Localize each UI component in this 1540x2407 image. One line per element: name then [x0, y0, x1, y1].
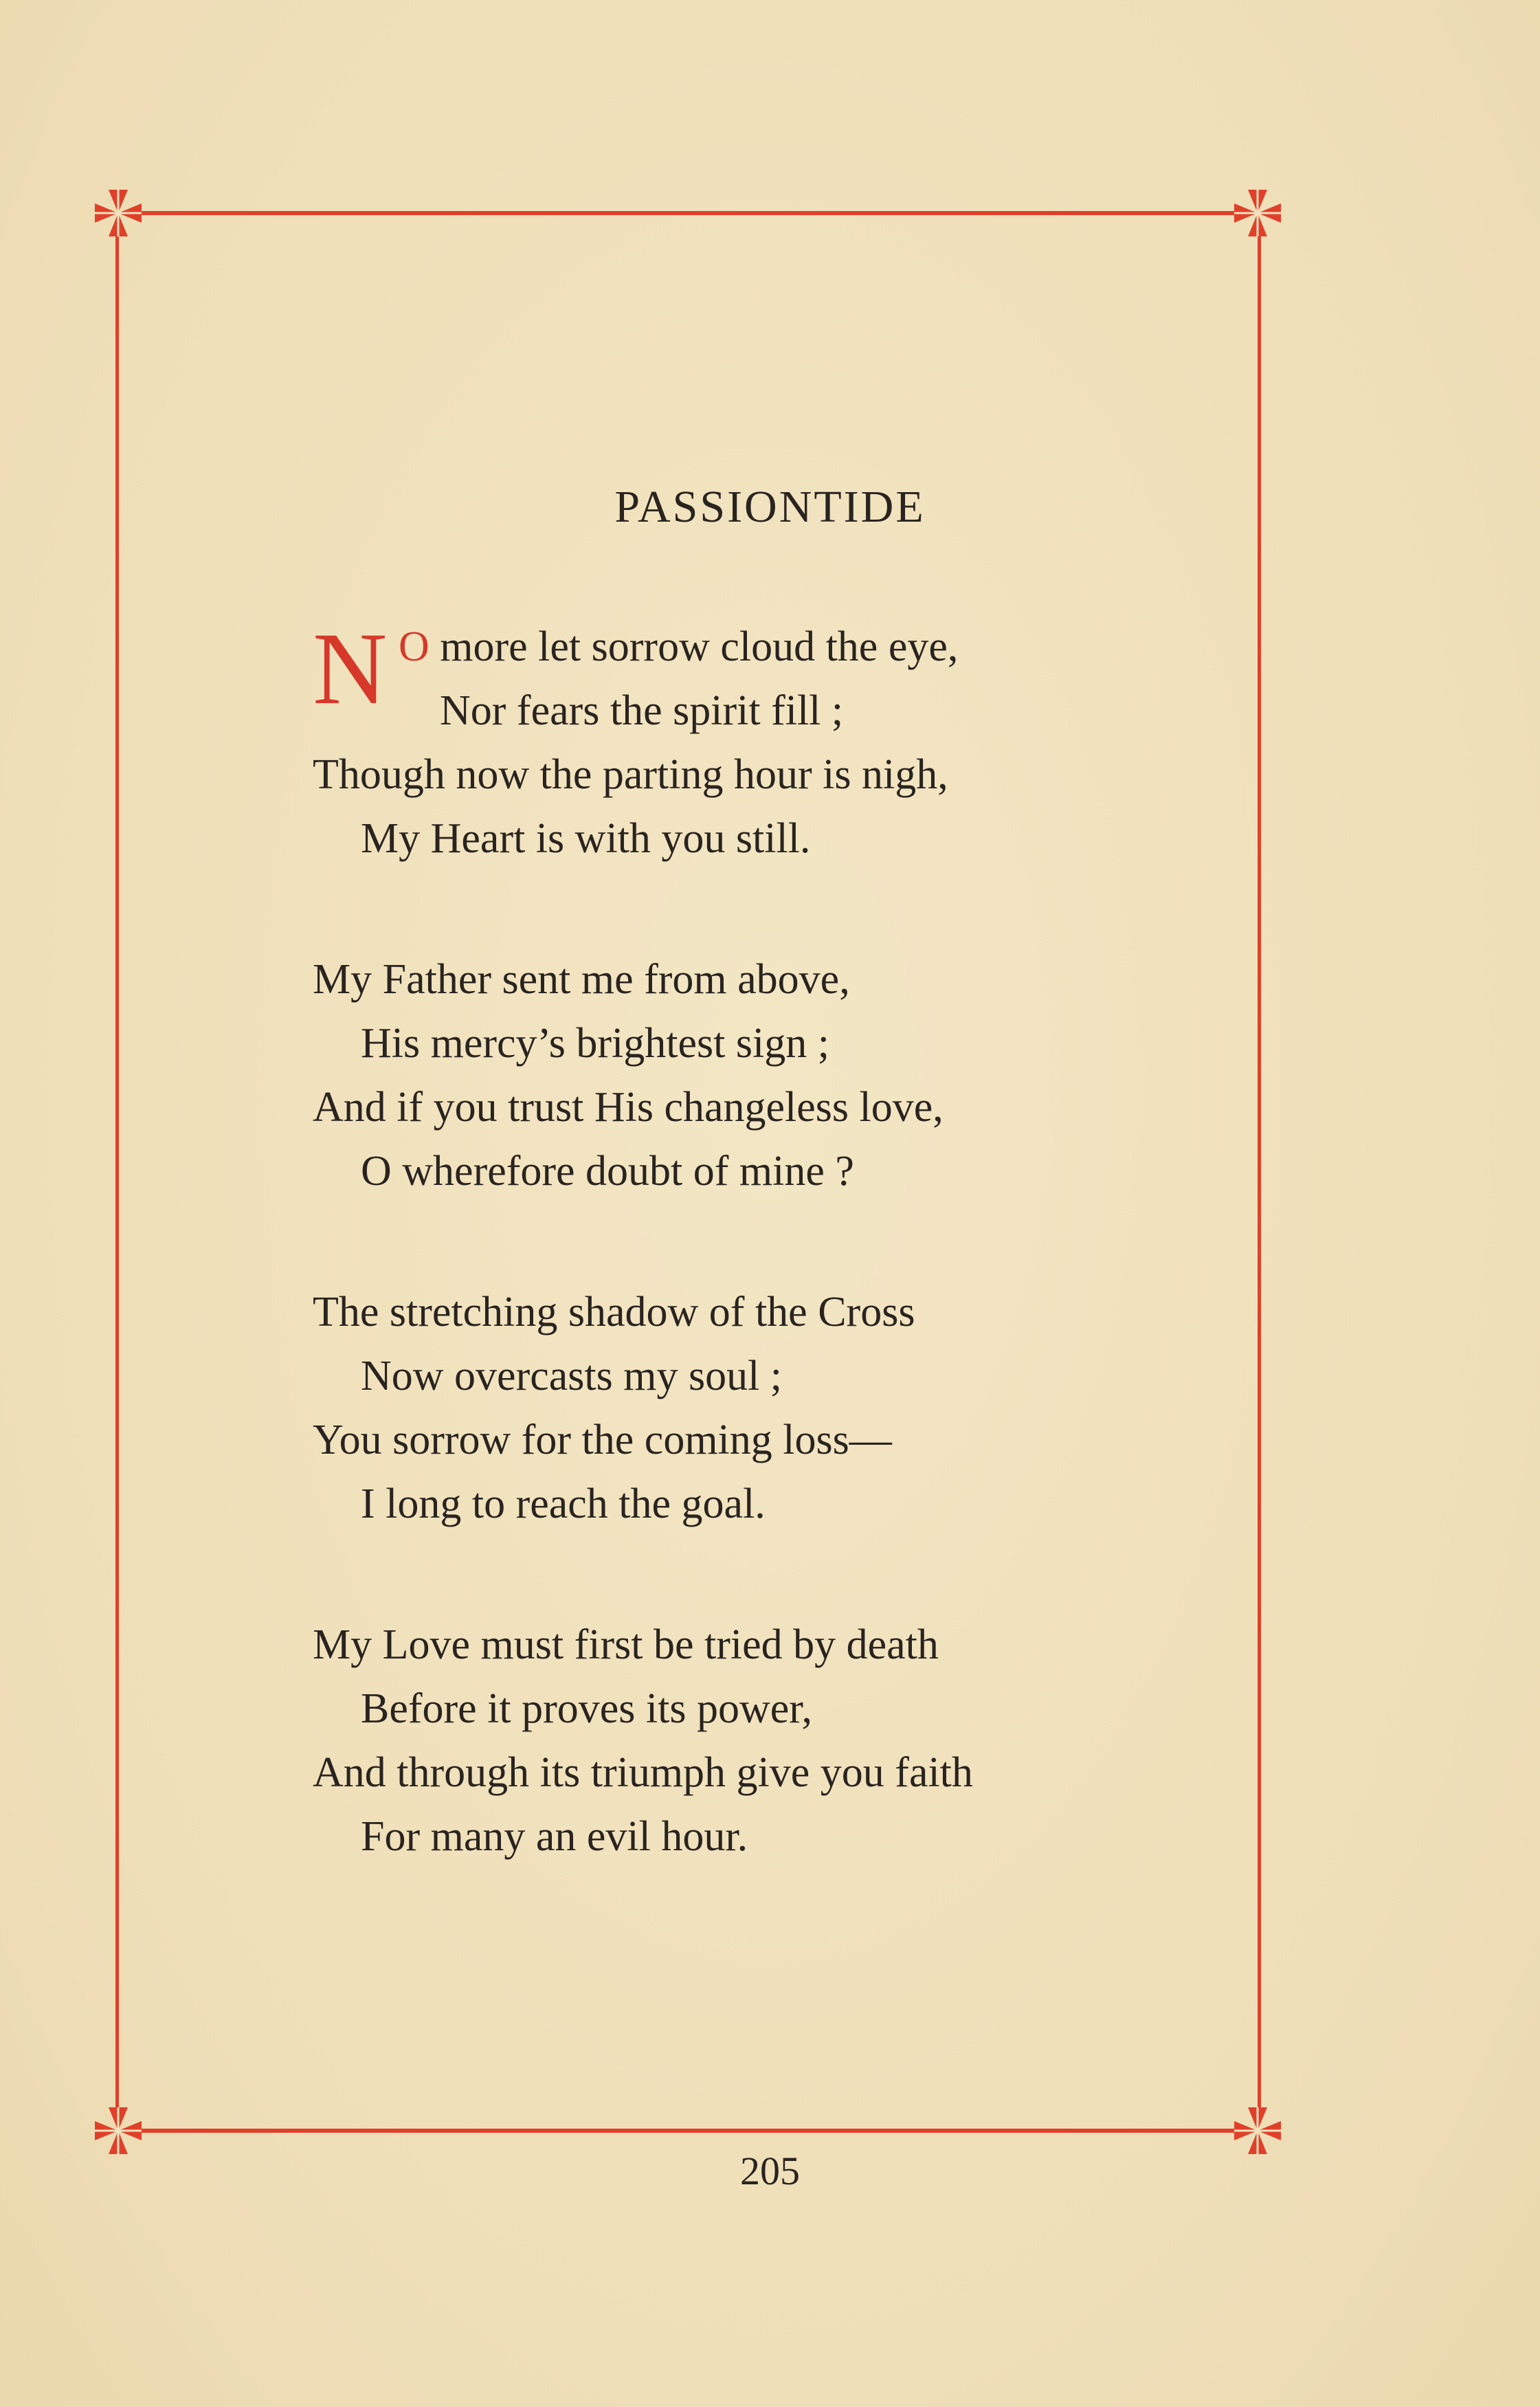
border-rule-top — [137, 211, 1237, 215]
stanza — [313, 612, 1206, 871]
poem-line: I long to reach the goal. — [361, 1480, 766, 1527]
poem-line: For many an evil hour. — [361, 1813, 748, 1860]
poem-line: You sorrow for the coming loss— — [313, 1417, 892, 1463]
poem-body — [313, 612, 1206, 1869]
poem-line: The stretching shadow of the Cross — [313, 1289, 915, 1335]
poem-line — [313, 615, 1206, 679]
poem-title: PASSIONTIDE — [614, 482, 926, 532]
poem-line: And through its triumph give you faith — [313, 1749, 973, 1796]
poem-line: My Heart is with you still. — [361, 815, 811, 862]
stanza — [313, 948, 1206, 1204]
poem-line: My Father sent me from above, — [313, 956, 850, 1003]
first-line-lead: O — [399, 623, 429, 670]
maltese-cross-icon — [1231, 187, 1284, 239]
poem-line: O wherefore doubt of mine ? — [361, 1148, 854, 1195]
maltese-cross-icon — [92, 187, 144, 239]
poem-line: Now overcasts my soul ; — [361, 1353, 783, 1399]
stanza — [313, 1613, 1206, 1869]
drop-cap: N — [313, 612, 388, 726]
poem-line: Though now the parting hour is nigh, — [313, 751, 948, 798]
first-line-rest: more let sorrow cloud the eye, — [429, 623, 959, 670]
poem-line: His mercy’s brightest sign ; — [361, 1020, 829, 1067]
poem-line: And if you trust His changeless love, — [313, 1084, 944, 1131]
poem-line: My Love must first be tried by death — [313, 1621, 939, 1668]
page-number: 205 — [740, 2149, 800, 2193]
border-rule-bottom — [137, 2129, 1237, 2133]
poem-line: Before it proves its power, — [361, 1685, 812, 1732]
poem-line: Nor fears the spirit fill ; — [440, 687, 844, 734]
stanza — [313, 1280, 1206, 1536]
